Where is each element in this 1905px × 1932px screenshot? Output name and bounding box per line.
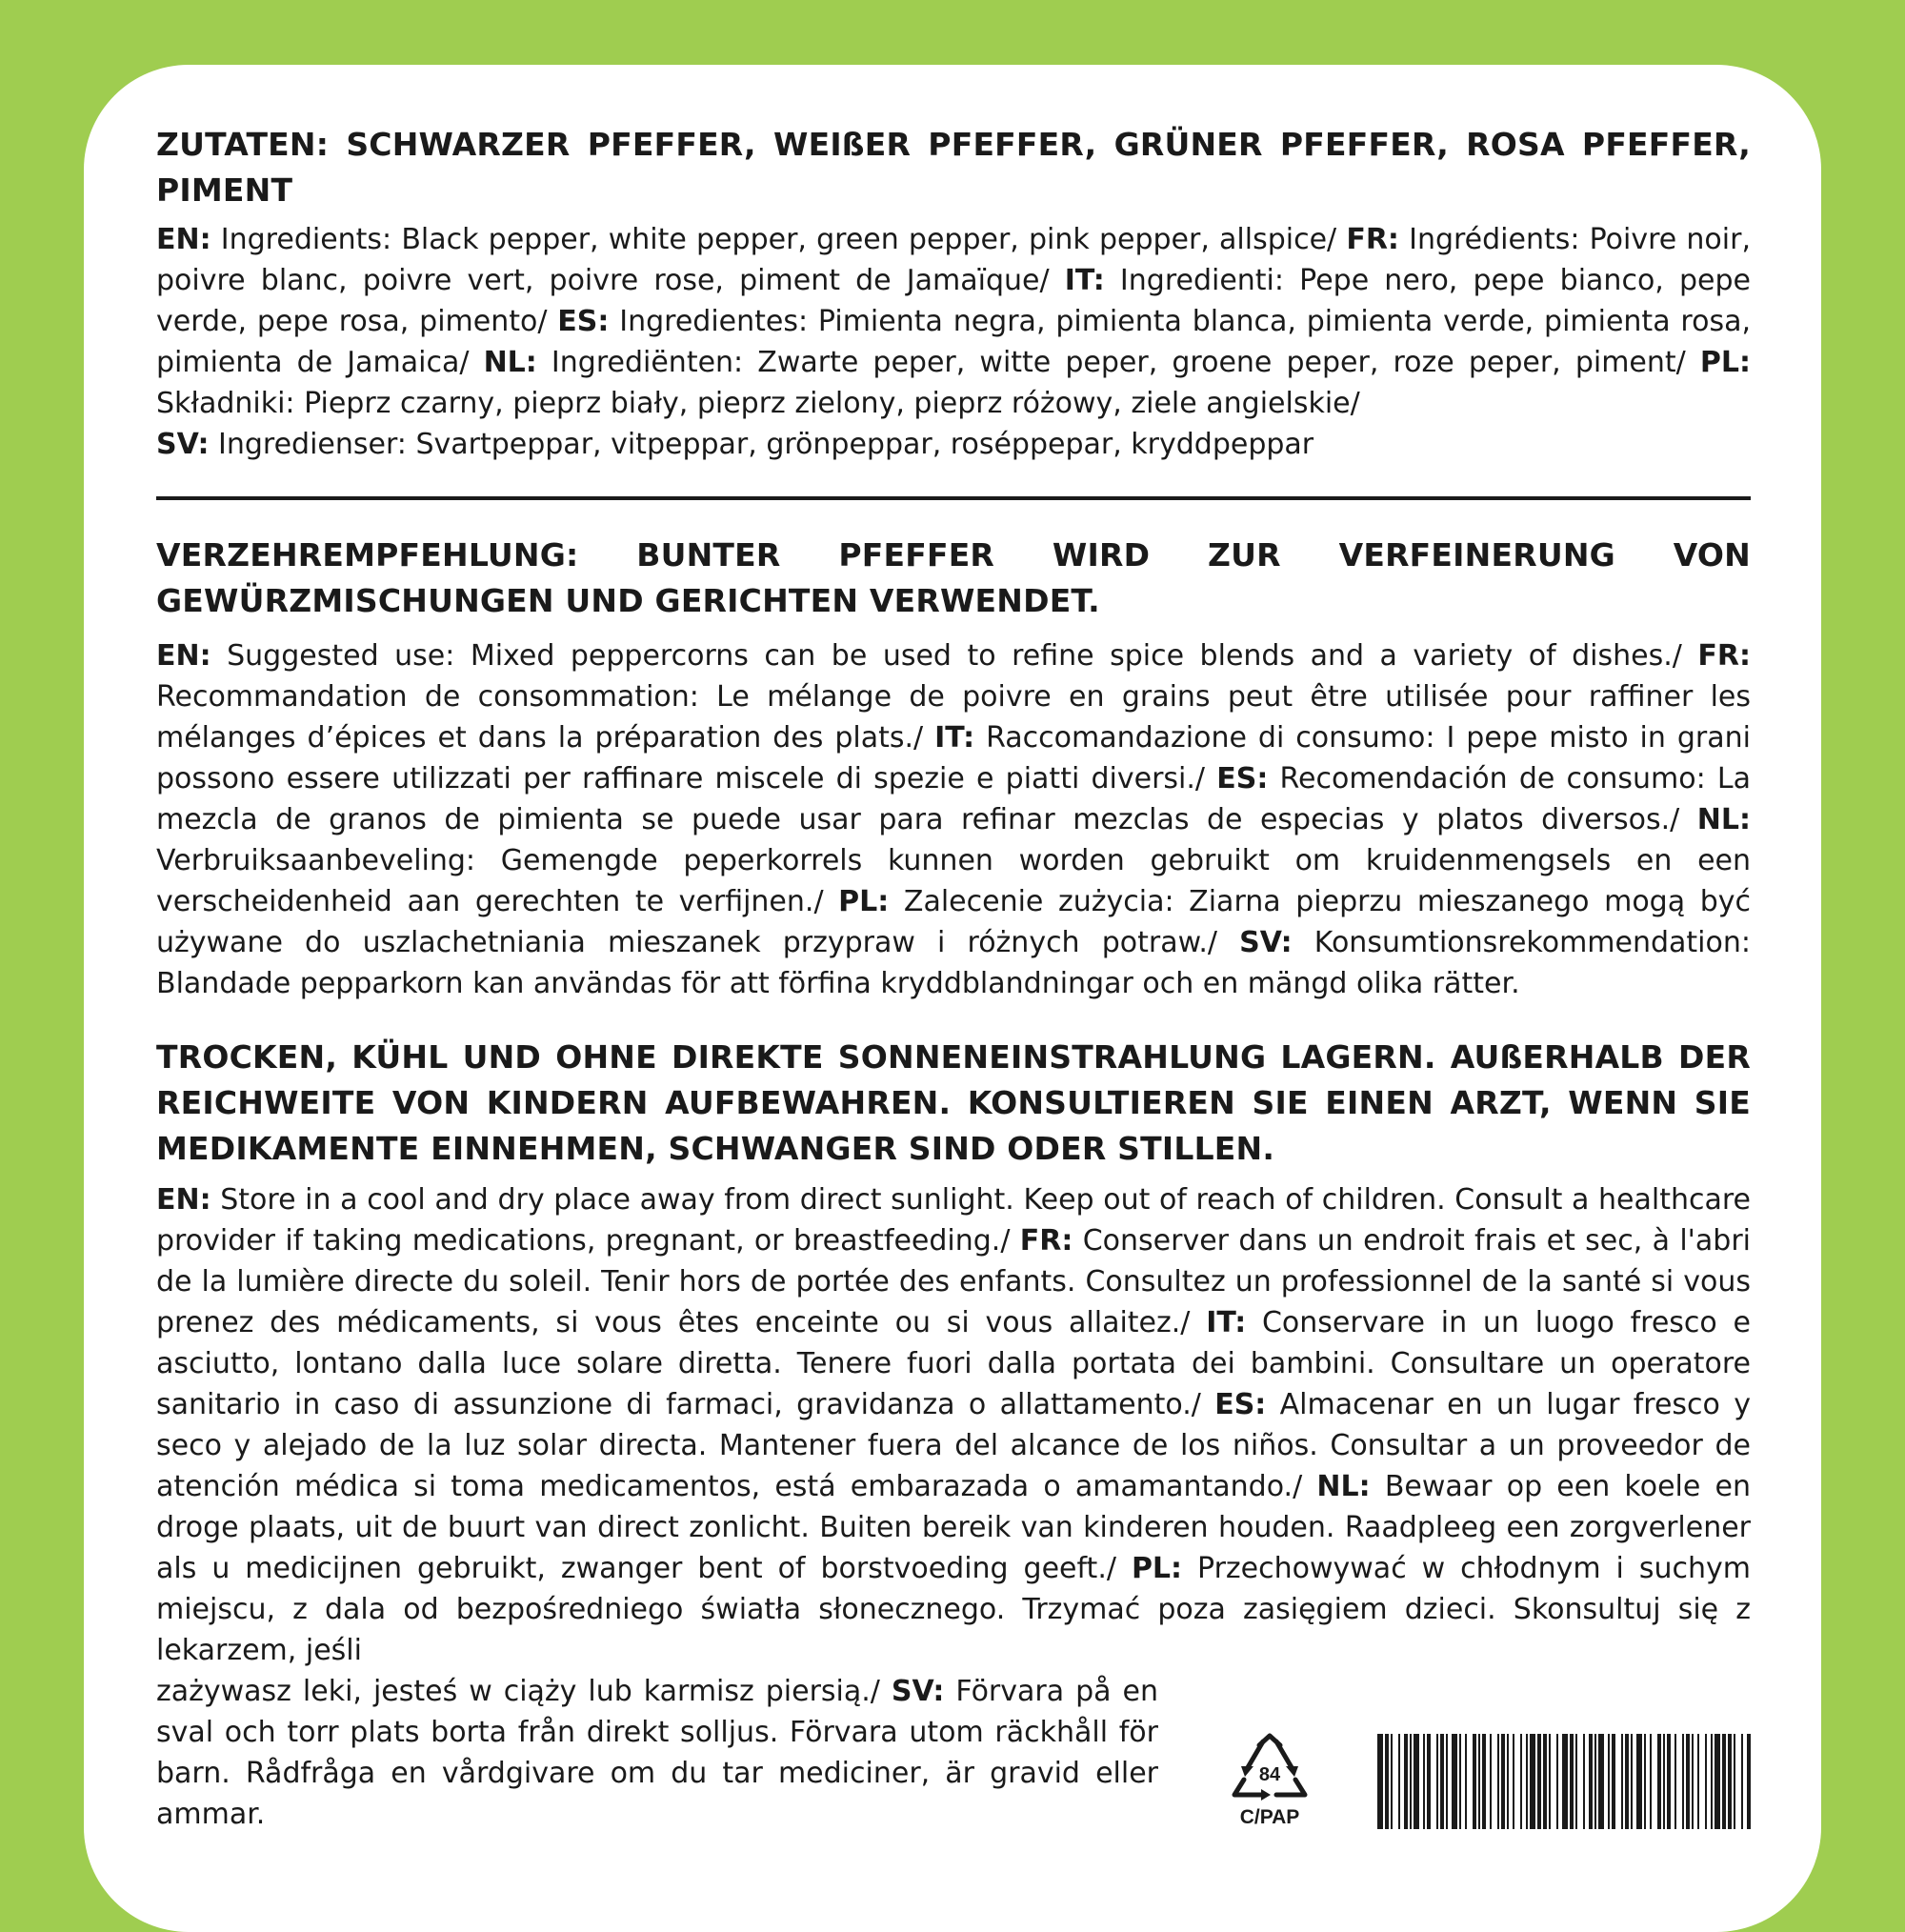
barcode-bar xyxy=(1674,1734,1676,1829)
barcode-bar xyxy=(1507,1734,1509,1829)
barcode-bar xyxy=(1697,1734,1699,1829)
barcode-bar xyxy=(1594,1734,1596,1829)
barcode-bar xyxy=(1473,1734,1476,1829)
barcode-bar xyxy=(1612,1734,1615,1829)
barcode-bar xyxy=(1657,1734,1661,1829)
barcode-bar xyxy=(1440,1734,1444,1829)
recycling-number: 84 xyxy=(1258,1764,1281,1785)
usage-text: Verbruiksaanbeveling: Gemengde peperkorrels kunnen worden gebruikt om kruidenmengsels en een verscheidenheid aan gerechten te verfijnen./ xyxy=(156,844,1751,918)
barcode-bar xyxy=(1391,1734,1393,1829)
barcode-bar xyxy=(1530,1734,1535,1829)
barcode-bar xyxy=(1556,1734,1558,1829)
barcode-bar xyxy=(1636,1734,1642,1829)
storage-text: Almacenar en un lugar fresco y seco y alejado de la luz solar directa. Mantener fuera del alcance de los niños. Consultar a un proveedor de atención médica si toma medicamentos, está embarazada o amamantando./ xyxy=(156,1388,1751,1503)
barcode-bar xyxy=(1570,1734,1574,1829)
barcode-bar xyxy=(1714,1734,1720,1829)
storage-heading: TROCKEN, KÜHL UND OHNE DIREKTE SONNENEINSTRAHLUNG LAGERN. AUßERHALB DER REICHWEITE VON KINDERN AUFBEWAHREN. KONSULTIEREN SIE EINEN ARZT, WENN SIE MEDIKAMENTE EINNEHMEN, SCHWANGER SIND ODER STILLEN. xyxy=(156,1038,1751,1167)
barcode-bar xyxy=(1513,1734,1514,1829)
lang-code: EN: xyxy=(156,223,211,256)
barcode-bar xyxy=(1705,1734,1707,1829)
barcode-bar xyxy=(1377,1734,1383,1829)
barcode-bar xyxy=(1747,1734,1751,1829)
lang-code: ES: xyxy=(557,305,610,338)
storage-text: Przechowywać w chłodnym i suchym miejscu, z dala od bezpośredniego światła słonecznego. Trzymać poza zasięgiem dzieci. Skonsultuj się z lekarzem, jeśli xyxy=(156,1552,1751,1667)
lang-code: PL: xyxy=(1699,346,1751,379)
storage-translations xyxy=(156,1179,1751,1671)
lang-code: FR: xyxy=(1346,223,1399,256)
barcode-bar xyxy=(1631,1734,1633,1829)
lang-code: SV: xyxy=(1239,926,1293,959)
storage-text: zażywasz leki, jesteś w ciąży lub karmisz piersią./ xyxy=(156,1675,892,1708)
barcode-bar xyxy=(1621,1734,1623,1829)
barcode-bar xyxy=(1663,1734,1665,1829)
storage-text: Bewaar op een koele en droge plaats, uit de buurt van direct zonlicht. Buiten bereik van kinderen houden. Raadpleeg een zorgverlener als u medicijnen gebruikt, zwanger bent of borstvoeding geeft./ xyxy=(156,1470,1752,1585)
usage-text: Recomendación de consumo: La mezcla de granos de pimienta se puede usar para refinar mezclas de especias y platos diversos./ xyxy=(156,762,1751,836)
label-content xyxy=(156,122,1751,1835)
barcode-bar xyxy=(1465,1734,1467,1829)
barcode-bar xyxy=(1410,1734,1412,1829)
ingredients-text: Ingredientes: Pimienta negra, pimienta blanca, pimienta verde, pimienta rosa, pimienta de Jamaica/ xyxy=(156,305,1751,379)
lang-code: NL: xyxy=(483,346,537,379)
usage-section xyxy=(156,533,1751,1004)
barcode-bar xyxy=(1497,1734,1499,1829)
ingredients-heading: ZUTATEN: SCHWARZER PFEFFER, WEIßER PFEFFER, GRÜNER PFEFFER, ROSA PFEFFER, PIMENT xyxy=(156,126,1751,209)
storage-text: Förvara på en sval och torr plats borta från direkt solljus. Förvara utom räckhåll för barn. Rådfråga en vårdgivare om du tar mediciner, är gravid eller ammar. xyxy=(156,1675,1158,1831)
barcode-bar xyxy=(1598,1734,1604,1829)
barcode-bar xyxy=(1722,1734,1726,1829)
lang-code: FR: xyxy=(1697,639,1751,673)
barcode-bars xyxy=(1377,1734,1751,1829)
barcode-bar xyxy=(1423,1734,1425,1829)
barcode-bar xyxy=(1490,1734,1492,1829)
lang-code: FR: xyxy=(1019,1224,1073,1258)
ingredients-section xyxy=(156,122,1751,465)
barcode-bar xyxy=(1404,1734,1408,1829)
barcode-bar xyxy=(1482,1734,1486,1829)
ingredients-text: Ingredienti: Pepe nero, pepe bianco, pepe verde, pepe rosa, pimento/ xyxy=(156,264,1751,338)
barcode-bar xyxy=(1549,1734,1551,1829)
barcode-bar xyxy=(1728,1734,1732,1829)
barcode-bar xyxy=(1589,1734,1593,1829)
barcode-bar xyxy=(1501,1734,1505,1829)
recycling-triangle-icon xyxy=(1225,1732,1314,1831)
storage-text: Store in a cool and dry place away from direct sunlight. Keep out of reach of children. Consult a healthcare provider if taking medications, pregnant, or breastfeeding./ xyxy=(156,1183,1751,1258)
storage-section xyxy=(156,1035,1751,1835)
barcode-bar xyxy=(1478,1734,1480,1829)
barcode-bar xyxy=(1526,1734,1528,1829)
ingredients-text: Ingredients: Black pepper, white pepper, green pepper, pink pepper, allspice/ xyxy=(211,223,1347,256)
barcode-bar xyxy=(1608,1734,1610,1829)
ingredients-text: Ingredienser: Svartpeppar, vitpeppar, grönpeppar, roséppepar, kryddpeppar xyxy=(209,428,1314,461)
barcode-bar xyxy=(1436,1734,1438,1829)
barcode-bar xyxy=(1625,1734,1629,1829)
barcode-bar xyxy=(1446,1734,1448,1829)
usage-translations xyxy=(156,635,1751,1004)
usage-text: Konsumtionsrekommendation: Blandade pepparkorn kan användas för att förfina kryddblandningar och en mängd olika rätter. xyxy=(156,926,1751,1000)
barcode-bar xyxy=(1537,1734,1541,1829)
barcode-bar xyxy=(1575,1734,1577,1829)
lang-code: SV: xyxy=(891,1675,945,1708)
barcode-bar xyxy=(1686,1734,1690,1829)
barcode-bar xyxy=(1583,1734,1585,1829)
barcode-bar xyxy=(1682,1734,1684,1829)
ingredients-translations xyxy=(156,219,1751,465)
barcode-bar xyxy=(1562,1734,1568,1829)
barcode-icon xyxy=(1377,1734,1751,1829)
usage-text: Zalecenie zużycia: Ziarna pieprzu mieszanego mogą być używane do uszlachetniania mieszanek przypraw i różnych potraw./ xyxy=(156,885,1751,959)
lang-code: EN: xyxy=(156,639,211,673)
lang-code: IT: xyxy=(1206,1306,1247,1339)
lang-code: SV: xyxy=(156,428,210,461)
ingredients-text: Ingrediënten: Zwarte peper, witte peper, groene peper, roze peper, piment/ xyxy=(536,346,1700,379)
barcode-bar xyxy=(1543,1734,1547,1829)
barcode-bar xyxy=(1427,1734,1431,1829)
ingredients-text: Składniki: Pieprz czarny, pieprz biały, pieprz zielony, pieprz różowy, ziele angielskie/ xyxy=(156,387,1360,420)
lang-code: EN: xyxy=(156,1183,211,1217)
barcode-bar xyxy=(1644,1734,1646,1829)
section-divider xyxy=(156,496,1751,500)
lang-code: NL: xyxy=(1316,1470,1371,1503)
usage-text: Recommandation de consommation: Le mélange de poivre en grains peut être utilisée pour raffiner les mélanges d’épices et dans la préparation des plats./ xyxy=(156,680,1751,755)
storage-text: Conserver dans un endroit frais et sec, à l'abri de la lumière directe du soleil. Tenir hors de portée des enfants. Consultez un professionnel de la santé si vous prenez des médicaments, si vous êtes enceinte ou si vous allaitez./ xyxy=(156,1224,1751,1339)
barcode-bar xyxy=(1650,1734,1652,1829)
barcode-bar xyxy=(1398,1734,1400,1829)
barcode-bar xyxy=(1459,1734,1461,1829)
ingredients-text: Ingrédients: Poivre noir, poivre blanc, poivre vert, poivre rose, piment de Jamaïque/ xyxy=(156,223,1751,297)
barcode-bar xyxy=(1692,1734,1694,1829)
recycling-code: C/PAP xyxy=(1239,1806,1300,1828)
barcode-bar xyxy=(1414,1734,1419,1829)
barcode-bar xyxy=(1452,1734,1457,1829)
storage-translations-tail xyxy=(156,1671,1158,1835)
barcode-bar xyxy=(1520,1734,1522,1829)
barcode-bar xyxy=(1711,1734,1713,1829)
barcode-bar xyxy=(1385,1734,1389,1829)
lang-code: PL: xyxy=(1131,1552,1183,1585)
storage-text: Conservare in un luogo fresco e asciutto, lontano dalla luce solare diretta. Tenere fuori dalla portata dei bambini. Consultare un operatore sanitario in caso di assunzione di farmaci, gravidanza o allattamento./ xyxy=(156,1306,1752,1421)
lang-code: PL: xyxy=(838,885,890,918)
barcode-bar xyxy=(1741,1734,1743,1829)
lang-code: ES: xyxy=(1216,762,1269,795)
lang-code: IT: xyxy=(934,721,975,755)
lang-code: ES: xyxy=(1214,1388,1267,1421)
lang-code: NL: xyxy=(1696,803,1751,836)
usage-heading: VERZEHREMPFEHLUNG: BUNTER PFEFFER WIRD ZUR VERFEINERUNG VON GEWÜRZMISCHUNGEN UND GERICHTEN VERWENDET. xyxy=(156,536,1751,619)
barcode-bar xyxy=(1734,1734,1735,1829)
lang-code: IT: xyxy=(1064,264,1105,297)
usage-text: Suggested use: Mixed peppercorns can be used to refine spice blends and a variety of dishes./ xyxy=(211,639,1698,673)
barcode-bar xyxy=(1667,1734,1671,1829)
usage-text: Raccomandazione di consumo: I pepe misto in grani possono essere utilizzati per raffinare miscele di spezie e piatti diversi./ xyxy=(156,721,1751,795)
